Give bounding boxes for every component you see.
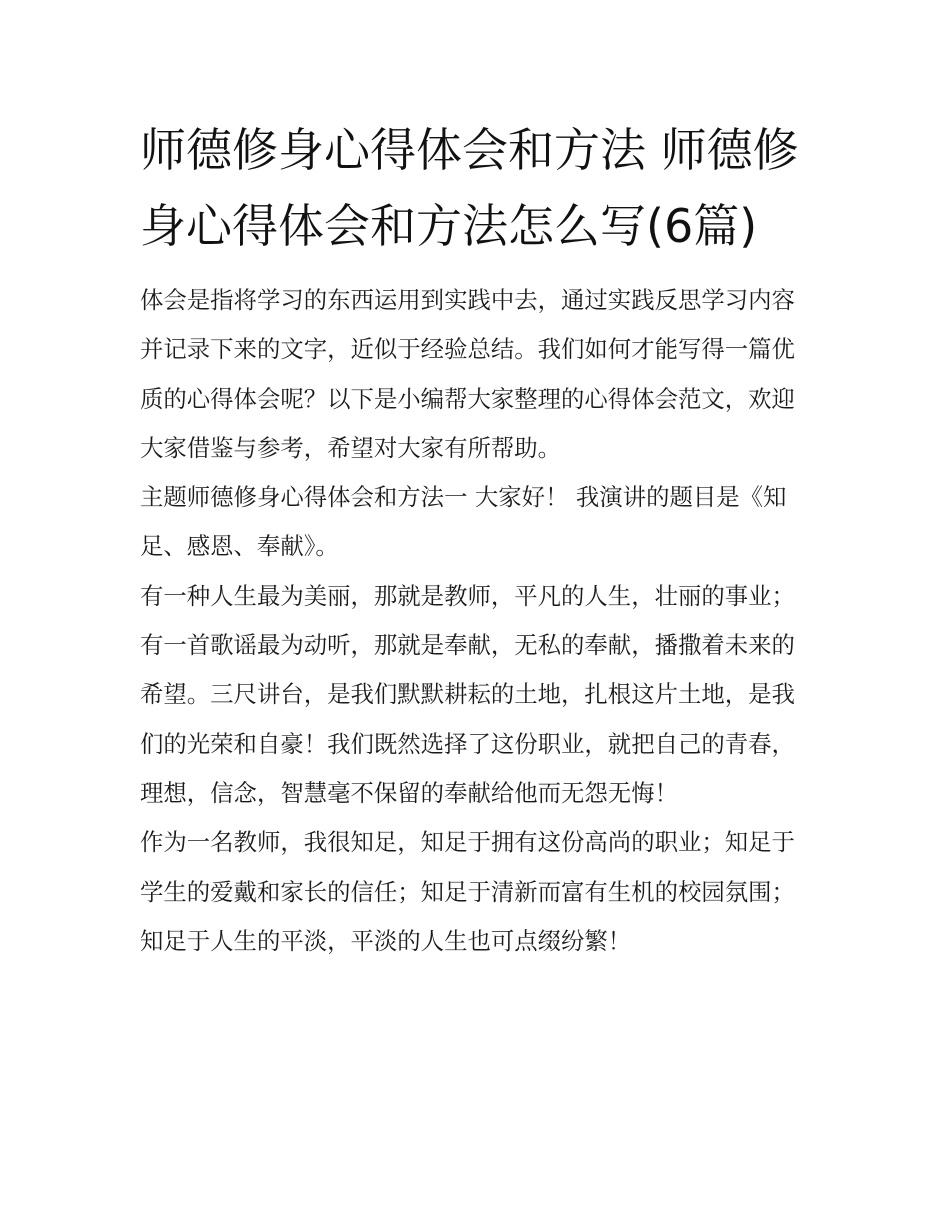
intro-paragraph: 体会是指将学习的东西运用到实践中去，通过实践反思学习内容并记录下来的文字，近似于经验总结。我们如何才能写得一篇优质的心得体会呢？以下是小编帮大家整理的心得体会范文，欢迎大家借鉴与参考，希望对大家有所帮助。 xyxy=(140,286,795,462)
topic-paragraph: 主题师德修身心得体会和方法一 大家好！ 我演讲的题目是《知足、感恩、奉献》。 xyxy=(140,483,787,561)
body-paragraph: 作为一名教师，我很知足，知足于拥有这份高尚的职业；知足于学生的爱戴和家长的信任；知足于清新而富有生机的校园氛围；知足于人生的平淡，平淡的人生也可点缀纷繁！ xyxy=(140,828,795,955)
document-body xyxy=(140,112,812,966)
body-paragraph: 有一种人生最为美丽，那就是教师，平凡的人生，壮丽的事业；有一首歌谣最为动听，那就是奉献，无私的奉献，播撒着未来的希望。三尺讲台，是我们默默耕耘的土地，扎根这片土地，是我们的光荣和自豪！我们既然选择了这份职业，就把自己的青春，理想，信念，智慧毫不保留的奉献给他而无怨无悔！ xyxy=(140,581,795,807)
document-title: 师德修身心得体会和方法 师德修身心得体会和方法怎么写(6篇) xyxy=(140,123,799,253)
